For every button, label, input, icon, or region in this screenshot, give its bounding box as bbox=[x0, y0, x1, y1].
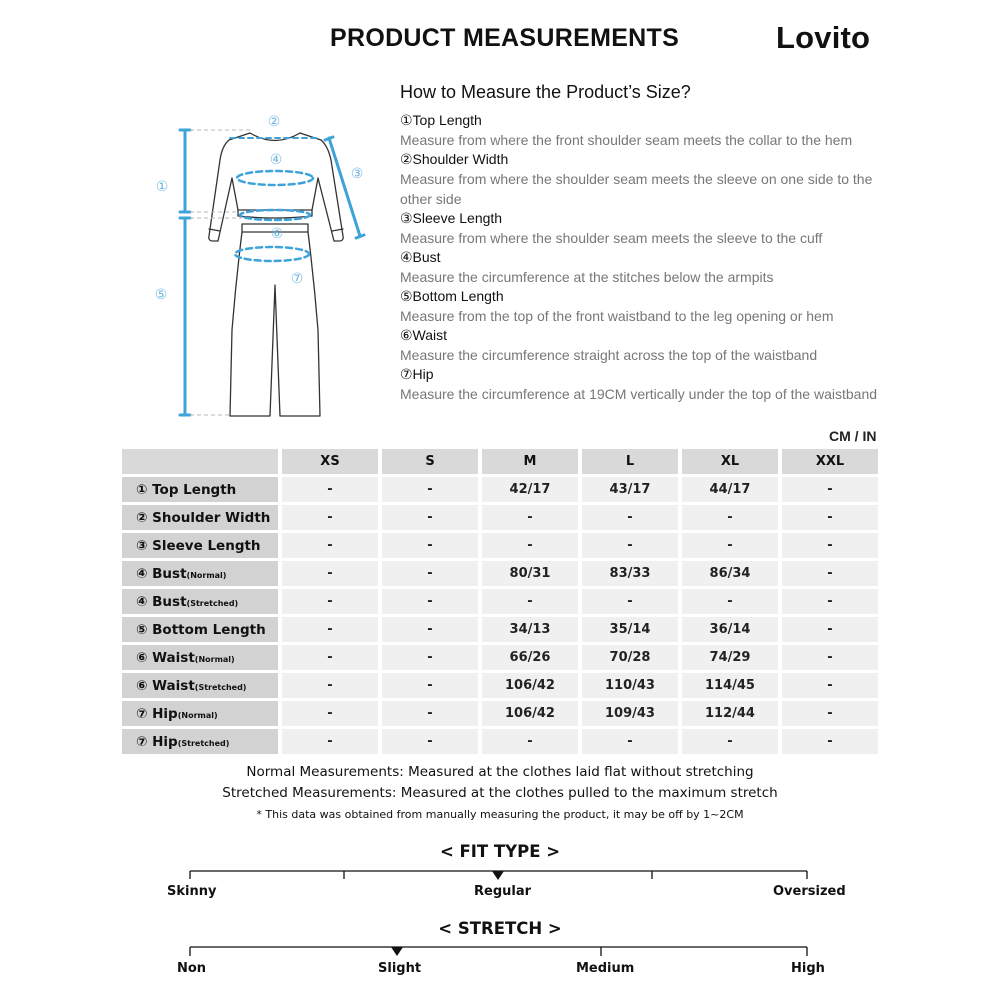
table-cell: 44/17 bbox=[682, 477, 778, 502]
stretched-measure-note: Stretched Measurements: Measured at the clothes pulled to the maximum stretch bbox=[222, 785, 778, 801]
table-cell: - bbox=[282, 589, 378, 614]
table-cell: 74/29 bbox=[682, 645, 778, 670]
row-label-text: ⑥ Waist bbox=[136, 649, 195, 666]
row-label bbox=[122, 533, 278, 558]
size-column-header: S bbox=[382, 449, 478, 474]
table-cell: - bbox=[382, 561, 478, 586]
table-cell: - bbox=[782, 505, 878, 530]
row-label bbox=[122, 561, 278, 586]
guide-item-desc: Measure from where the shoulder seam meets the sleeve on one side to the other side bbox=[400, 171, 873, 207]
table-cell: - bbox=[582, 505, 678, 530]
row-label-sub: (Stretched) bbox=[194, 682, 247, 692]
size-column-header: M bbox=[482, 449, 578, 474]
table-row bbox=[122, 561, 878, 586]
row-label bbox=[122, 645, 278, 670]
table-cell: - bbox=[682, 505, 778, 530]
row-label-text: ⑦ Hip bbox=[136, 705, 178, 722]
stretch-label-medium: Medium bbox=[576, 961, 635, 976]
guide-item-title: ⑤Bottom Length bbox=[400, 288, 504, 304]
row-label-sub: (Stretched) bbox=[177, 738, 230, 748]
table-cell: - bbox=[782, 673, 878, 698]
row-label bbox=[122, 505, 278, 530]
table-cell: - bbox=[582, 533, 678, 558]
row-label-sub: (Normal) bbox=[194, 654, 235, 664]
fit-label-skinny: Skinny bbox=[167, 884, 217, 899]
row-label bbox=[122, 673, 278, 698]
size-table bbox=[118, 446, 882, 757]
table-cell: 42/17 bbox=[482, 477, 578, 502]
table-cell: 110/43 bbox=[582, 673, 678, 698]
garment-diagram bbox=[140, 100, 390, 430]
guide-item-desc: Measure from where the shoulder seam meets the sleeve to the cuff bbox=[400, 230, 823, 246]
table-cell: - bbox=[382, 617, 478, 642]
table-cell: - bbox=[782, 477, 878, 502]
size-column-header: L bbox=[582, 449, 678, 474]
table-row bbox=[122, 477, 878, 502]
table-cell: - bbox=[382, 533, 478, 558]
diagram-label-shoulder: ② bbox=[267, 114, 281, 130]
stretch-marker bbox=[391, 947, 403, 956]
table-cell: - bbox=[482, 533, 578, 558]
table-cell: - bbox=[682, 533, 778, 558]
table-cell: - bbox=[382, 589, 478, 614]
table-cell: 35/14 bbox=[582, 617, 678, 642]
row-label-text: ⑦ Hip bbox=[136, 733, 178, 750]
guide-items bbox=[400, 111, 880, 404]
disclaimer-note: * This data was obtained from manually measuring the product, it may be off by 1~2CM bbox=[256, 808, 744, 821]
diagram-label-sleeve: ③ bbox=[350, 166, 364, 182]
table-cell: - bbox=[282, 505, 378, 530]
table-row bbox=[122, 617, 878, 642]
table-cell: - bbox=[482, 589, 578, 614]
diagram-label-bust: ④ bbox=[269, 152, 283, 168]
size-table-header bbox=[122, 449, 878, 474]
row-label-text: ③ Sleeve Length bbox=[136, 537, 261, 554]
stretch-label-non: Non bbox=[177, 961, 207, 976]
diagram-label-hip: ⑦ bbox=[290, 271, 304, 287]
table-cell: - bbox=[382, 701, 478, 726]
row-label bbox=[122, 589, 278, 614]
fit-type-marker bbox=[492, 871, 504, 880]
row-label-sub: (Normal) bbox=[186, 570, 227, 580]
table-cell: - bbox=[782, 561, 878, 586]
fit-label-oversized: Oversized bbox=[773, 884, 846, 899]
table-cell: - bbox=[382, 673, 478, 698]
table-row bbox=[122, 673, 878, 698]
table-cell: 114/45 bbox=[682, 673, 778, 698]
guide-item-title: ⑥Waist bbox=[400, 327, 448, 343]
brand-logo: Lovito bbox=[776, 20, 871, 55]
table-cell: - bbox=[382, 645, 478, 670]
size-column-header: XS bbox=[282, 449, 378, 474]
table-cell: 86/34 bbox=[682, 561, 778, 586]
guide-item-title: ②Shoulder Width bbox=[400, 151, 509, 167]
fit-type-scale bbox=[0, 862, 1000, 884]
row-label-sub: (Stretched) bbox=[186, 598, 239, 608]
table-cell: - bbox=[682, 589, 778, 614]
normal-measure-note: Normal Measurements: Measured at the clothes laid flat without stretching bbox=[246, 764, 754, 780]
table-cell: - bbox=[782, 729, 878, 754]
table-cell: - bbox=[282, 645, 378, 670]
guide-item-title: ①Top Length bbox=[400, 112, 482, 128]
guide-heading: How to Measure the Product’s Size? bbox=[400, 82, 691, 102]
row-label bbox=[122, 701, 278, 726]
guide-item-desc: Measure from where the front shoulder seam meets the collar to the hem bbox=[400, 132, 853, 148]
row-label bbox=[122, 617, 278, 642]
table-cell: - bbox=[282, 729, 378, 754]
row-label-text: ④ Bust bbox=[136, 565, 187, 582]
table-cell: 109/43 bbox=[582, 701, 678, 726]
stretch-title: < STRETCH > bbox=[438, 919, 562, 938]
table-row bbox=[122, 589, 878, 614]
table-cell: 36/14 bbox=[682, 617, 778, 642]
table-cell: - bbox=[782, 645, 878, 670]
stretch-label-slight: Slight bbox=[378, 961, 422, 976]
size-column-header: XL bbox=[682, 449, 778, 474]
table-corner-cell bbox=[122, 449, 278, 474]
table-row bbox=[122, 533, 878, 558]
row-label-text: ⑤ Bottom Length bbox=[136, 621, 266, 638]
table-cell: - bbox=[782, 589, 878, 614]
table-cell: - bbox=[482, 505, 578, 530]
guide-item-desc: Measure the circumference at the stitches below the armpits bbox=[400, 269, 774, 285]
table-cell: - bbox=[682, 729, 778, 754]
table-cell: - bbox=[582, 589, 678, 614]
table-cell: - bbox=[782, 533, 878, 558]
guide-item-title: ④Bust bbox=[400, 249, 441, 265]
guide-item-desc: Measure the circumference at 19CM vertically under the top of the waistband bbox=[400, 386, 878, 402]
table-cell: 34/13 bbox=[482, 617, 578, 642]
table-cell: - bbox=[282, 673, 378, 698]
guide-item-title: ⑦Hip bbox=[400, 366, 434, 382]
fit-type-title: < FIT TYPE > bbox=[439, 842, 561, 861]
table-cell: - bbox=[482, 729, 578, 754]
table-cell: - bbox=[282, 477, 378, 502]
table-cell: - bbox=[282, 617, 378, 642]
table-cell: 106/42 bbox=[482, 701, 578, 726]
size-column-header: XXL bbox=[782, 449, 878, 474]
diagram-label-bottom-length: ⑤ bbox=[154, 287, 168, 303]
row-label-sub: (Normal) bbox=[177, 710, 218, 720]
table-cell: - bbox=[382, 477, 478, 502]
row-label-text: ⑥ Waist bbox=[136, 677, 195, 694]
table-row bbox=[122, 505, 878, 530]
table-cell: 106/42 bbox=[482, 673, 578, 698]
table-cell: - bbox=[382, 729, 478, 754]
units-label: CM / IN bbox=[829, 428, 877, 444]
stretch-scale bbox=[0, 939, 1000, 961]
diagram-label-top-length: ① bbox=[155, 179, 169, 195]
table-cell: 80/31 bbox=[482, 561, 578, 586]
table-cell: - bbox=[282, 533, 378, 558]
table-row bbox=[122, 701, 878, 726]
table-cell: 70/28 bbox=[582, 645, 678, 670]
table-row bbox=[122, 645, 878, 670]
table-row bbox=[122, 729, 878, 754]
diagram-label-waist: ⑥ bbox=[270, 226, 284, 242]
guide-item-desc: Measure from the top of the front waistband to the leg opening or hem bbox=[400, 308, 834, 324]
guide-item-title: ③Sleeve Length bbox=[400, 210, 503, 226]
stretch-label-high: High bbox=[791, 961, 825, 976]
table-cell: 43/17 bbox=[582, 477, 678, 502]
table-cell: - bbox=[582, 729, 678, 754]
table-cell: 66/26 bbox=[482, 645, 578, 670]
row-label-text: ④ Bust bbox=[136, 593, 187, 610]
table-cell: 83/33 bbox=[582, 561, 678, 586]
table-cell: 112/44 bbox=[682, 701, 778, 726]
guide-item-desc: Measure the circumference straight across the top of the waistband bbox=[400, 347, 818, 363]
table-cell: - bbox=[282, 701, 378, 726]
table-cell: - bbox=[782, 617, 878, 642]
row-label bbox=[122, 729, 278, 754]
table-cell: - bbox=[382, 505, 478, 530]
row-label-text: ② Shoulder Width bbox=[136, 509, 271, 526]
page-title: PRODUCT MEASUREMENTS bbox=[330, 24, 680, 52]
measure-guide bbox=[400, 82, 880, 404]
table-cell: - bbox=[782, 701, 878, 726]
table-cell: - bbox=[282, 561, 378, 586]
row-label bbox=[122, 477, 278, 502]
fit-label-regular: Regular bbox=[474, 884, 532, 899]
row-label-text: ① Top Length bbox=[136, 481, 237, 498]
